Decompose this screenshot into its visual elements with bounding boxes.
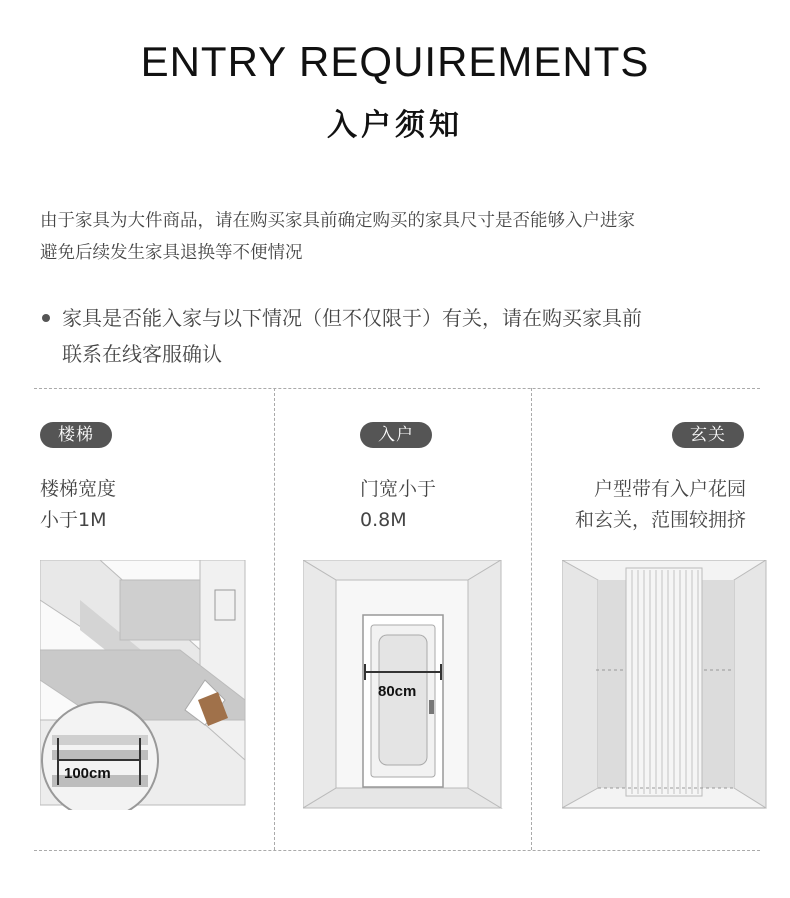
intro-line-1: 由于家具为大件商品，请在购买家具前确定购买的家具尺寸是否能够入户进家: [40, 211, 635, 231]
door-desc-line-1: 门宽小于: [360, 478, 437, 500]
bullet-icon: [42, 314, 50, 322]
divider-top: [34, 388, 760, 389]
stairs-illustration-icon: [40, 560, 250, 810]
badge-stairs: 楼梯: [40, 422, 112, 448]
page-title-en: ENTRY REQUIREMENTS: [140, 38, 650, 85]
hallway-curtain-illustration-icon: [562, 560, 768, 810]
note-line-2: 联系在线客服确认: [62, 342, 222, 366]
door-illustration-icon: [303, 560, 503, 810]
stairs-desc-line-2: 小于1M: [40, 509, 107, 531]
note-text: [40, 300, 770, 372]
foyer-desc-line-2: 和玄关，范围较拥挤: [575, 509, 747, 531]
foyer-desc-line-1: 户型带有入户花园: [594, 478, 747, 500]
door-measure-label: 80cm: [378, 683, 417, 700]
intro-text: [40, 205, 770, 269]
page-title-cn: 入户须知: [327, 108, 463, 143]
foyer-description: [575, 474, 746, 536]
stairs-desc-line-1: 楼梯宽度: [40, 478, 117, 500]
divider-left: [274, 388, 275, 850]
stairs-description: [40, 474, 116, 536]
divider-bottom: [34, 850, 760, 851]
door-description: [360, 474, 436, 536]
door-desc-line-2: 0.8M: [360, 509, 407, 531]
divider-right: [531, 388, 532, 850]
badge-foyer: 玄关: [672, 422, 744, 448]
note-line-1: 家具是否能入家与以下情况（但不仅限于）有关，请在购买家具前: [62, 306, 642, 330]
badge-entry: 入户: [360, 422, 432, 448]
stairs-measure-label: 100cm: [64, 765, 111, 782]
intro-line-2: 避免后续发生家具退换等不便情况: [40, 243, 303, 263]
